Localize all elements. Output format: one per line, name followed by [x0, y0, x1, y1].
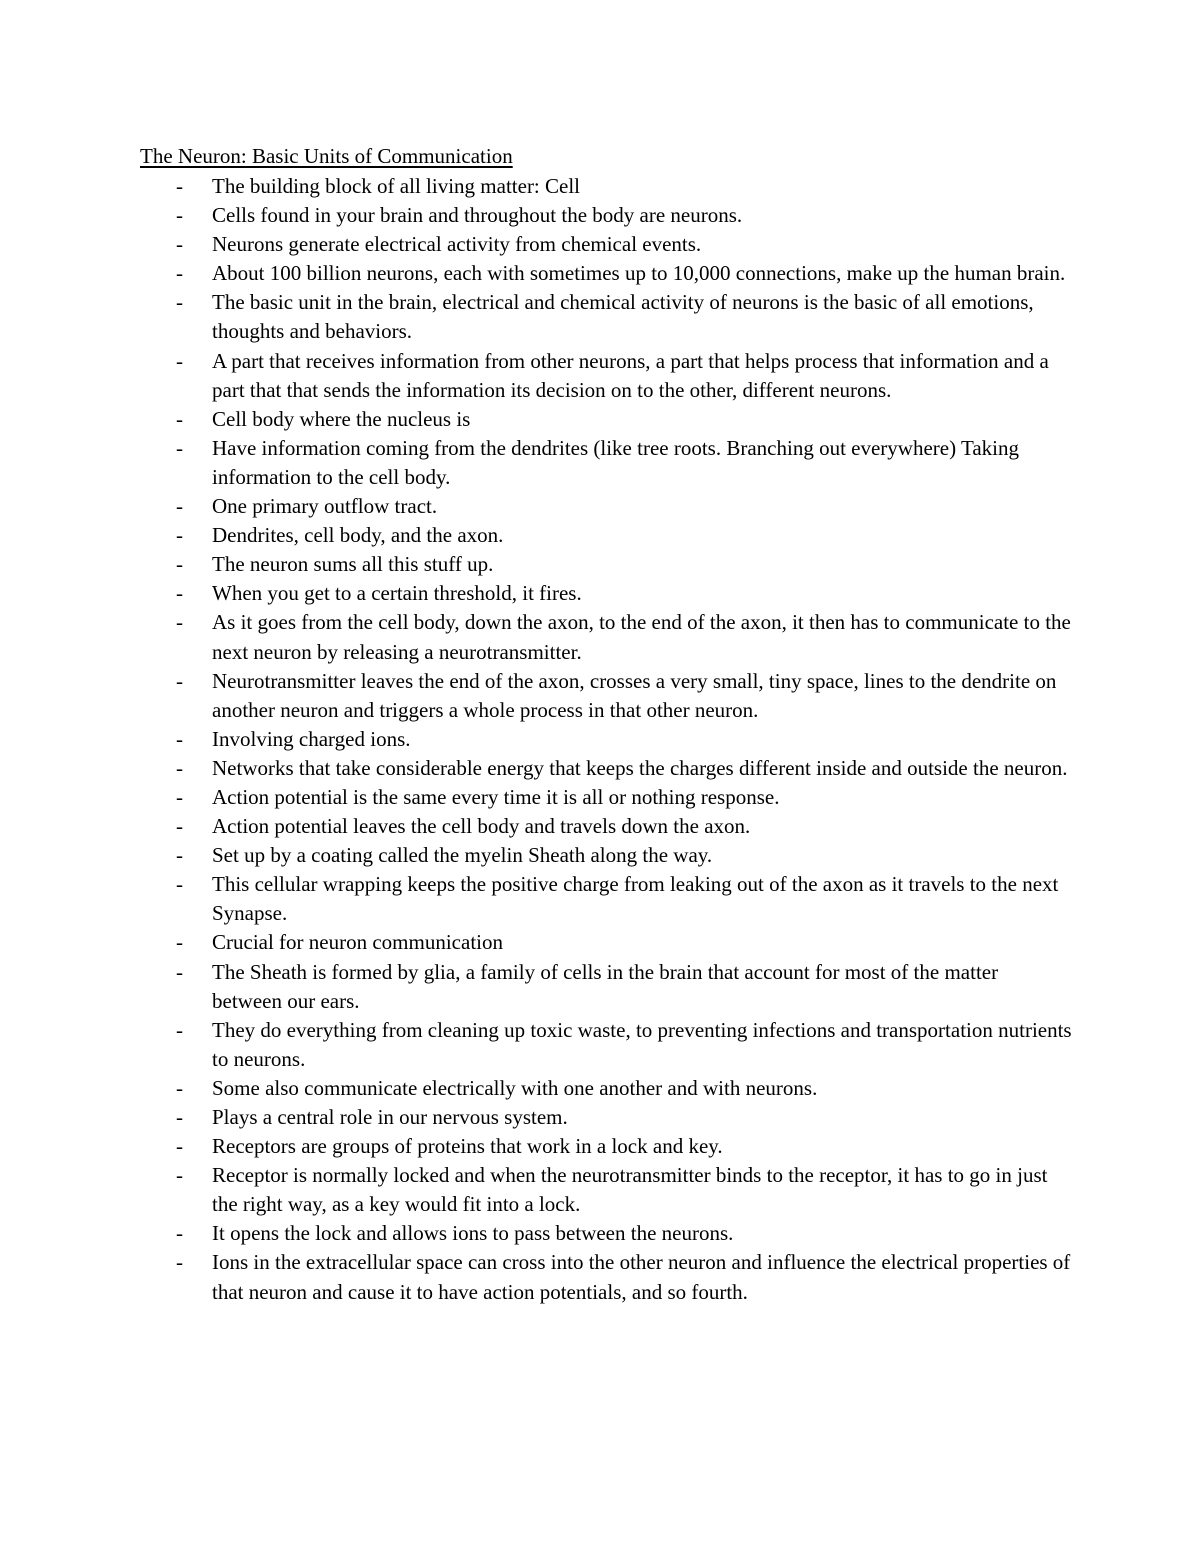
list-item	[140, 958, 1072, 1016]
list-item-text: Involving charged ions.	[212, 726, 411, 751]
bullet-marker: -	[176, 1221, 183, 1246]
bullet-marker: -	[176, 435, 183, 460]
bullet-marker: -	[176, 784, 183, 809]
list-item-text: A part that receives information from other neurons, a part that helps process that information and a part that that sends the information its decision on to the other, different neurons.	[212, 348, 1049, 402]
bullet-marker: -	[176, 581, 183, 606]
list-item	[140, 579, 1072, 608]
list-item-text: Action potential leaves the cell body and travels down the axon.	[212, 814, 751, 839]
list-item	[140, 1161, 1072, 1219]
list-item-text: Receptors are groups of proteins that work in a lock and key.	[212, 1134, 723, 1159]
list-item	[140, 259, 1072, 288]
list-item	[140, 347, 1072, 405]
list-item	[140, 172, 1072, 201]
list-item	[140, 201, 1072, 230]
list-item	[140, 1248, 1072, 1306]
bullet-marker: -	[176, 959, 183, 984]
list-item-text: One primary outflow tract.	[212, 494, 438, 519]
list-item-text: This cellular wrapping keeps the positive charge from leaking out of the axon as it travels to the next Synapse.	[212, 872, 1059, 926]
bullet-marker: -	[176, 1134, 183, 1159]
list-item-text: As it goes from the cell body, down the axon, to the end of the axon, it then has to communicate to the next neuron by releasing a neurotransmitter.	[212, 610, 1071, 664]
list-item-text: Neurons generate electrical activity from chemical events.	[212, 232, 702, 257]
bullet-marker: -	[176, 872, 183, 897]
bullet-marker: -	[176, 610, 183, 635]
list-item-text: About 100 billion neurons, each with sometimes up to 10,000 connections, make up the human brain.	[212, 261, 1066, 286]
list-item-text: Have information coming from the dendrites (like tree roots. Branching out everywhere) Taking information to the cell body.	[212, 435, 1019, 489]
list-item	[140, 725, 1072, 754]
bullet-marker: -	[176, 523, 183, 548]
bullet-marker: -	[176, 843, 183, 868]
list-item-text: Networks that take considerable energy that keeps the charges different inside and outside the neuron.	[212, 755, 1068, 780]
list-item-text: The neuron sums all this stuff up.	[212, 552, 494, 577]
bullet-marker: -	[176, 406, 183, 431]
list-item	[140, 754, 1072, 783]
list-item-text: The building block of all living matter: Cell	[212, 174, 581, 198]
list-item	[140, 812, 1072, 841]
bullet-marker: -	[176, 930, 183, 955]
list-item-text: Ions in the extracellular space can cross into the other neuron and influence the electrical properties of that neuron and cause it to have action potentials, and so fourth.	[212, 1250, 1071, 1304]
bullet-marker: -	[176, 552, 183, 577]
list-item	[140, 550, 1072, 579]
list-item	[140, 1074, 1072, 1103]
list-item	[140, 230, 1072, 259]
list-item-text: They do everything from cleaning up toxic waste, to preventing infections and transportation nutrients to neurons.	[212, 1017, 1072, 1071]
list-item-text: Some also communicate electrically with one another and with neurons.	[212, 1075, 818, 1100]
list-item	[140, 870, 1072, 928]
list-item	[140, 928, 1072, 957]
list-item-text: Crucial for neuron communication	[212, 930, 503, 955]
list-item-text: Neurotransmitter leaves the end of the axon, crosses a very small, tiny space, lines to the dendrite on another neuron and triggers a whole process in that other neuron.	[212, 668, 1057, 722]
list-item	[140, 434, 1072, 492]
list-item-text: Dendrites, cell body, and the axon.	[212, 523, 504, 548]
bullet-marker: -	[176, 203, 183, 228]
bullet-marker: -	[176, 290, 183, 315]
list-item	[140, 783, 1072, 812]
list-item-text: Plays a central role in our nervous system.	[212, 1105, 568, 1129]
list-item	[140, 492, 1072, 521]
list-item-text: The Sheath is formed by glia, a family of cells in the brain that account for most of the matter between our ears.	[212, 959, 999, 1013]
list-item-text: Cell body where the nucleus is	[212, 406, 471, 431]
list-item	[140, 1132, 1072, 1161]
list-item-text: Cells found in your brain and throughout the body are neurons.	[212, 203, 743, 228]
list-item-text: The basic unit in the brain, electrical and chemical activity of neurons is the basic of all emotions, thoughts and behaviors.	[212, 290, 1034, 344]
list-item	[140, 667, 1072, 725]
bullet-marker: -	[176, 174, 183, 198]
bullet-marker: -	[176, 494, 183, 519]
list-item-text: Action potential is the same every time it is all or nothing response.	[212, 784, 780, 809]
bullet-list	[140, 172, 1072, 1307]
list-item	[140, 521, 1072, 550]
list-item	[140, 841, 1072, 870]
bullet-marker: -	[176, 1250, 183, 1275]
list-item	[140, 1016, 1072, 1074]
list-item-text: Receptor is normally locked and when the neurotransmitter binds to the receptor, it has to go in just the right way, as a key would fit into a lock.	[212, 1163, 1048, 1217]
list-item	[140, 1219, 1072, 1248]
bullet-marker: -	[176, 1017, 183, 1042]
bullet-marker: -	[176, 668, 183, 693]
document-title: The Neuron: Basic Units of Communication	[140, 144, 513, 168]
list-item-text: When you get to a certain threshold, it fires.	[212, 581, 582, 606]
bullet-marker: -	[176, 755, 183, 780]
bullet-marker: -	[176, 232, 183, 257]
list-item	[140, 1103, 1072, 1132]
list-item	[140, 405, 1072, 434]
list-item	[140, 288, 1072, 346]
bullet-marker: -	[176, 1163, 183, 1188]
bullet-marker: -	[176, 261, 183, 286]
bullet-marker: -	[176, 814, 183, 839]
list-item	[140, 608, 1072, 666]
list-item-text: Set up by a coating called the myelin Sheath along the way.	[212, 843, 713, 868]
bullet-marker: -	[176, 348, 183, 373]
bullet-marker: -	[176, 726, 183, 751]
bullet-marker: -	[176, 1105, 183, 1129]
list-item-text: It opens the lock and allows ions to pass between the neurons.	[212, 1221, 734, 1246]
bullet-marker: -	[176, 1075, 183, 1100]
